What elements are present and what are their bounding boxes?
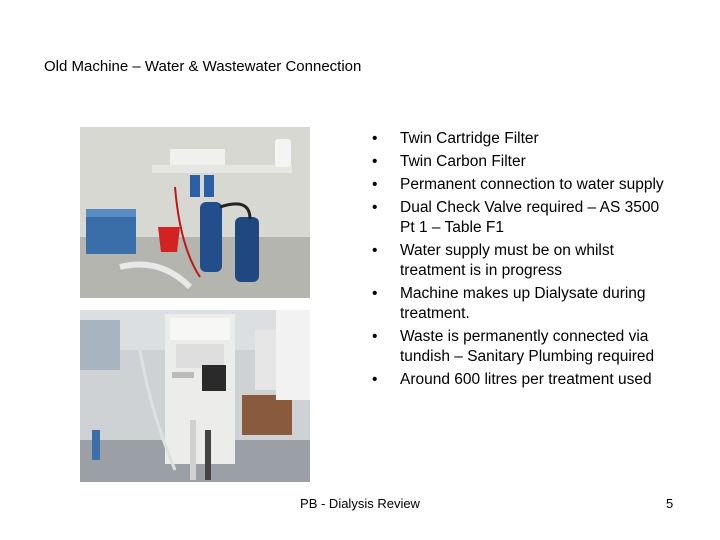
- bullet-item: • Dual Check Valve required – AS 3500 Pt 1 – Table F1: [372, 199, 660, 236]
- bullet-marker: •: [372, 285, 378, 302]
- bullet-item: • Waste is permanently connected via tundish – Sanitary Plumbing required: [372, 328, 655, 365]
- bullet-marker: •: [372, 242, 378, 259]
- bullet-item: • Twin Carbon Filter: [372, 153, 526, 170]
- bullet-marker: •: [372, 328, 378, 345]
- bullet-marker: •: [372, 153, 378, 170]
- bullet-item: • Twin Cartridge Filter: [372, 130, 539, 147]
- bullet-marker: •: [372, 199, 378, 216]
- bullet-item: • Water supply must be on whilst treatment is in progress: [372, 242, 614, 279]
- bullet-marker: •: [372, 176, 378, 193]
- bullet-item: • Around 600 litres per treatment used: [372, 371, 652, 388]
- slide-title: Old Machine – Water & Wastewater Connection: [44, 58, 362, 75]
- bullet-list: [372, 129, 672, 393]
- bullet-marker: •: [372, 371, 378, 388]
- water-filters-photo: [80, 127, 310, 298]
- page-number: 5: [666, 496, 674, 511]
- bullet-item: • Machine makes up Dialysate during treatment.: [372, 285, 646, 322]
- slide-footer: PB - Dialysis Review: [300, 496, 420, 511]
- bullet-marker: •: [372, 130, 378, 147]
- dialysis-machine-photo: [80, 310, 310, 482]
- bullet-item: • Permanent connection to water supply: [372, 176, 664, 193]
